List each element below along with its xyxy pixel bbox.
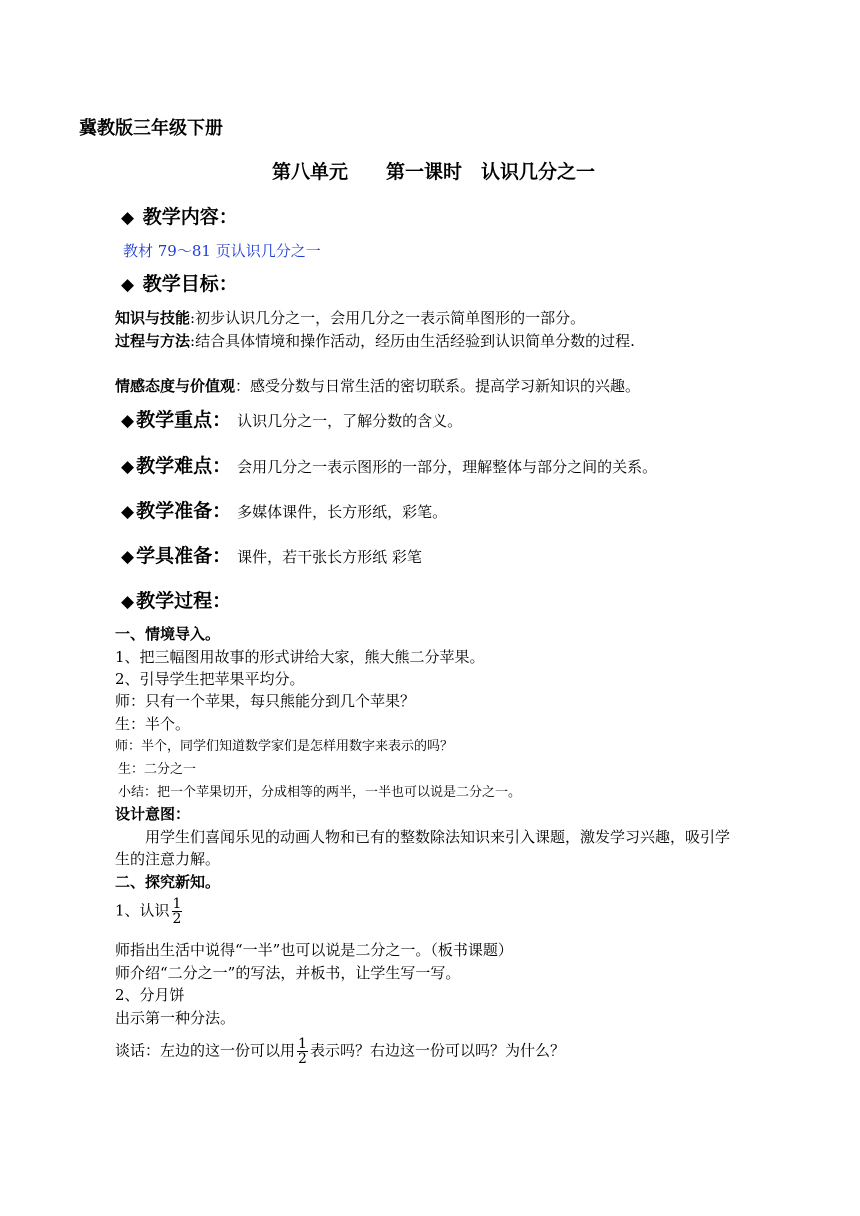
part2-line: 师指出生活中说得“一半”也可以说是二分之一。（板书课题） bbox=[115, 941, 513, 959]
fraction-one-half bbox=[297, 1037, 308, 1066]
fraction-denominator: 2 bbox=[172, 911, 182, 927]
goal-knowledge bbox=[115, 309, 585, 327]
diamond-bullet-icon: ◆ bbox=[121, 502, 135, 522]
fraction-numerator: 1 bbox=[172, 896, 182, 912]
part2-item-1 bbox=[115, 897, 184, 926]
fraction-one-half bbox=[172, 897, 183, 926]
goal-text: :结合具体情境和操作活动，经历由生活经验到认识简单分数的过程. bbox=[190, 332, 635, 350]
part2-title: 二、探究新知。 bbox=[115, 873, 221, 891]
goal-emotion bbox=[115, 377, 640, 395]
talk-text: 表示吗？右边这一份可以吗？为什么？ bbox=[309, 1041, 565, 1060]
part1-line: 师：只有一个苹果，每只熊能分到几个苹果？ bbox=[115, 692, 416, 710]
part2-line: 出示第一种分法。 bbox=[115, 1009, 236, 1027]
fraction-denominator: 2 bbox=[298, 1051, 307, 1067]
goal-text: :初步认识几分之一，会用几分之一表示简单图形的一部分。 bbox=[190, 309, 586, 327]
diamond-bullet-icon: ◆ bbox=[121, 275, 135, 295]
section-text: 课件，若干张长方形纸 彩笔 bbox=[237, 548, 422, 566]
section-tools bbox=[121, 545, 422, 568]
diamond-bullet-icon: ◆ bbox=[121, 457, 135, 477]
goal-text: ：感受分数与日常生活的密切联系。提高学习新知识的兴趣。 bbox=[235, 377, 641, 395]
design-intent-text: 生的注意力解。 bbox=[115, 850, 221, 868]
section-content bbox=[121, 206, 238, 229]
section-heading: 教学重点： bbox=[136, 409, 232, 431]
goal-label: 知识与技能 bbox=[115, 309, 191, 327]
part1-line: 生：半个。 bbox=[115, 715, 191, 733]
item-label: 1、认识 bbox=[115, 901, 170, 920]
fraction-numerator: 1 bbox=[298, 1036, 307, 1052]
part1-small-line: 小结：把一个苹果切开，分成相等的两半，一半也可以说是二分之一。 bbox=[118, 785, 522, 800]
part1-line: 1、把三幅图用故事的形式讲给大家，熊大熊二分苹果。 bbox=[115, 648, 485, 666]
section-key-points bbox=[121, 409, 462, 432]
section-text: 多媒体课件，长方形纸，彩笔。 bbox=[237, 503, 448, 521]
section-text: 认识几分之一，了解分数的含义。 bbox=[237, 412, 463, 430]
goal-process bbox=[115, 332, 635, 350]
talk-text: 谈话：左边的这一份可以用 bbox=[115, 1041, 296, 1060]
goal-label: 过程与方法 bbox=[115, 332, 191, 350]
lesson-title: 第八单元 第一课时 认识几分之一 bbox=[272, 161, 596, 183]
section-goals bbox=[121, 273, 238, 296]
diamond-bullet-icon: ◆ bbox=[121, 592, 135, 612]
diamond-bullet-icon: ◆ bbox=[121, 547, 135, 567]
part1-small-line: 生：二分之一 bbox=[118, 762, 197, 777]
section-difficulty bbox=[121, 455, 657, 478]
section-process bbox=[121, 590, 231, 613]
section-heading: 教学目标： bbox=[142, 273, 238, 295]
section-text: 会用几分之一表示图形的一部分，理解整体与部分之间的关系。 bbox=[237, 458, 658, 476]
goal-label: 情感态度与价值观 bbox=[115, 377, 236, 395]
section-heading: 教学内容： bbox=[142, 206, 238, 228]
book-title: 冀教版三年级下册 bbox=[79, 118, 223, 139]
part2-line: 师介绍“二分之一”的写法，并板书，让学生写一写。 bbox=[115, 964, 461, 982]
part2-talk bbox=[115, 1037, 565, 1066]
part1-small-line: 师：半个，同学们知道数学家们是怎样用数字来表示的吗？ bbox=[115, 739, 454, 754]
design-intent-text: 用学生们喜闻乐见的动画人物和已有的整数除法知识来引入课题，激发学习兴趣，吸引学 bbox=[145, 828, 731, 846]
section-heading: 教学准备： bbox=[136, 500, 232, 522]
design-intent-title: 设计意图： bbox=[115, 805, 191, 823]
part1-title: 一、情境导入。 bbox=[115, 625, 221, 643]
diamond-bullet-icon: ◆ bbox=[121, 411, 135, 431]
part1-line: 2、引导学生把苹果平均分。 bbox=[115, 670, 305, 688]
part2-line: 2、分月饼 bbox=[115, 986, 185, 1004]
section-prep bbox=[121, 500, 447, 523]
content-text: 教材 79～81 页认识几分之一 bbox=[123, 242, 321, 260]
section-heading: 学具准备： bbox=[136, 545, 232, 567]
section-heading: 教学过程： bbox=[136, 590, 232, 612]
section-heading: 教学难点： bbox=[136, 455, 232, 477]
diamond-bullet-icon: ◆ bbox=[121, 208, 135, 228]
